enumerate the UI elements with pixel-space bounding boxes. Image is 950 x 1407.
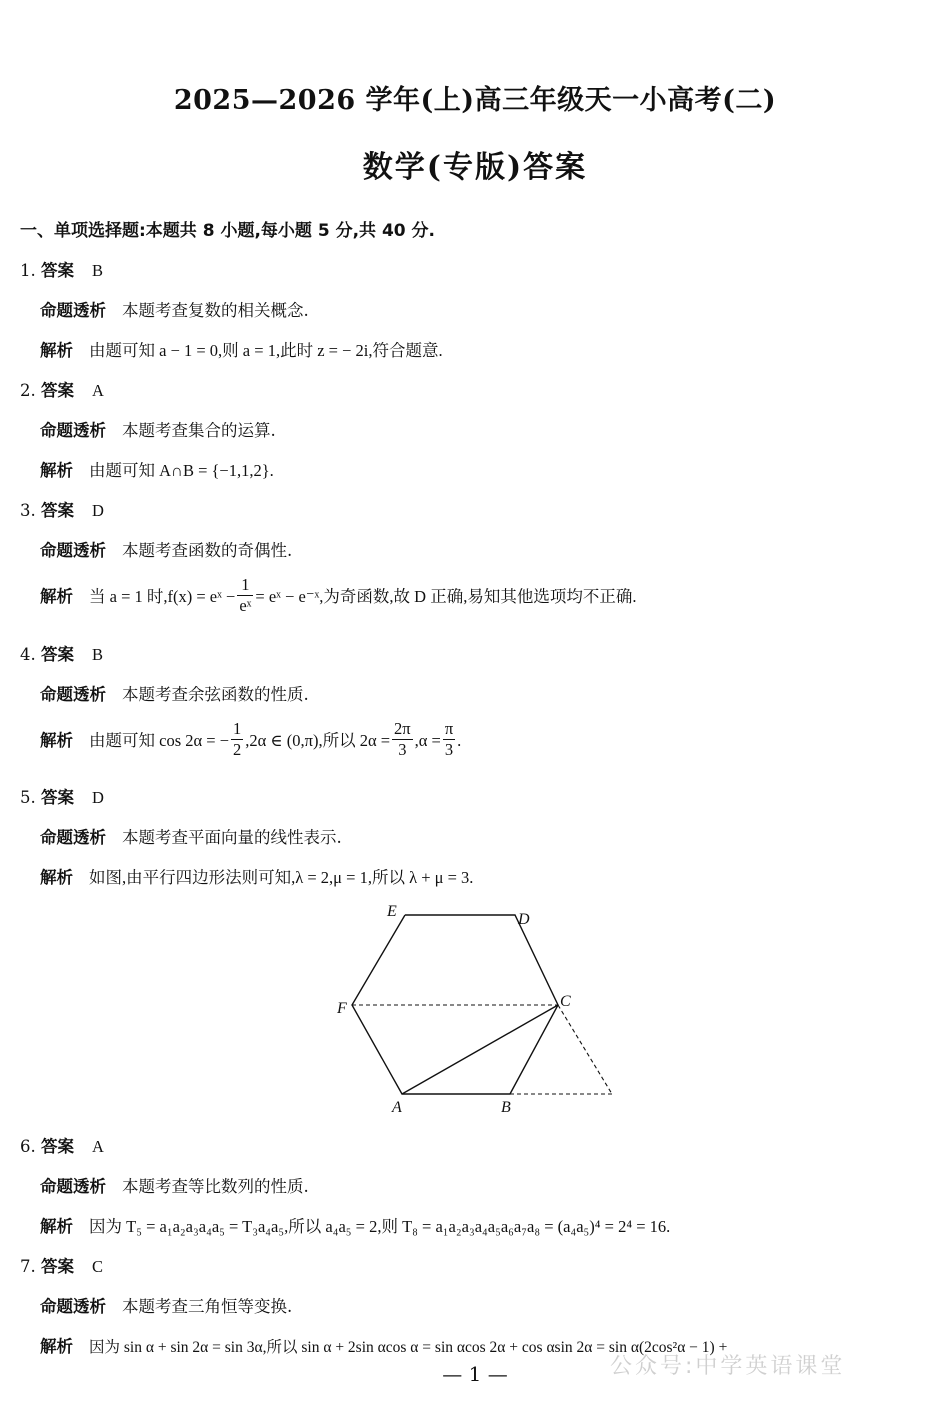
document-title: 2025—2026 学年(上)高三年级天一小高考(二) [173, 85, 777, 116]
point-label-e: E [387, 903, 397, 920]
dashed-c-ext [558, 1005, 612, 1094]
question-6-answer: 6. 答案 A [20, 1137, 104, 1156]
question-2-analysis: 解析 由题可知 A∩B = {−1,1,2}. [40, 461, 274, 480]
question-1-intent: 命题透析 本题考查复数的相关概念. [40, 301, 309, 320]
point-label-f: F [337, 1000, 347, 1017]
question-3-intent: 命题透析 本题考查函数的奇偶性. [40, 541, 293, 560]
question-5-analysis: 解析 如图,由平行四边形法则可知,λ = 2,μ = 1,所以 λ + μ = 3. [40, 868, 474, 887]
watermark: 公众号:中学英语课堂 [610, 1354, 846, 1379]
page-number: — 1 — [442, 1362, 508, 1386]
question-6-intent: 命题透析 本题考查等比数列的性质. [40, 1177, 309, 1196]
hexagon-figure [320, 895, 630, 1125]
question-4-analysis: 解析 由题可知 cos 2α = − $\frac{1}{2}$ ,2α ∈ (0,π),所以 2α = $\frac{2\pi}{3}$ ,α = $\frac{\pi}{3}$ . [40, 719, 462, 759]
point-label-b: B [501, 1099, 511, 1116]
question-4-answer: 4. 答案 B [20, 645, 104, 664]
question-1-analysis: 解析 由题可知 a − 1 = 0,则 a = 1,此时 z = − 2i,符合题意. [40, 341, 443, 360]
fraction: $\frac{\pi}{3}$ [444, 719, 454, 759]
question-5-answer: 5. 答案 D [20, 788, 104, 807]
question-5-intent: 命题透析 本题考查平面向量的线性表示. [40, 828, 342, 847]
point-label-c: C [560, 993, 571, 1010]
question-4-intent: 命题透析 本题考查余弦函数的性质. [40, 685, 309, 704]
section-heading: 一、单项选择题:本题共 8 小题,每小题 5 分,共 40 分. [20, 221, 435, 241]
fraction: $\frac{1}{2}$ [233, 719, 242, 759]
question-7-analysis: 解析 因为 sin α + sin 2α = sin 3α,所以 sin α + 2sin αcos α = sin αcos 2α + cos αsin 2α = sin α(2cos²α − 1) + [40, 1337, 728, 1356]
question-3-analysis: 解析 当 a = 1 时,f(x) = eˣ − $\frac{1}{\text{eˣ}}$ = eˣ − e⁻ˣ,为奇函数,故 D 正确,易知其他选项均不正确. [40, 575, 637, 615]
question-2-intent: 命题透析 本题考查集合的运算. [40, 421, 276, 440]
question-3-answer: 3. 答案 D [20, 501, 104, 520]
fraction: $\frac{1}{\text{eˣ}}$ [239, 575, 252, 615]
question-6-analysis: 解析 因为 T₅ = a₁a₂a₃a₄a₅ = T₃a₄a₅,所以 a₄a₅ = 2,则 T₈ = a₁a₂a₃a₄a₅a₆a₇a₈ = (a₄a₅)⁴ = 2⁴ = 16. [40, 1217, 671, 1236]
point-label-d: D [518, 911, 530, 928]
question-7-answer: 7. 答案 C [20, 1257, 104, 1276]
question-1-answer: 1. 答案 B [20, 261, 104, 280]
fraction: $\frac{2\pi}{3}$ [394, 719, 411, 759]
question-7-intent: 命题透析 本题考查三角恒等变换. [40, 1297, 293, 1316]
point-label-a: A [392, 1099, 402, 1116]
question-2-answer: 2. 答案 A [20, 381, 104, 400]
document-subtitle: 数学(专版)答案 [362, 150, 588, 185]
